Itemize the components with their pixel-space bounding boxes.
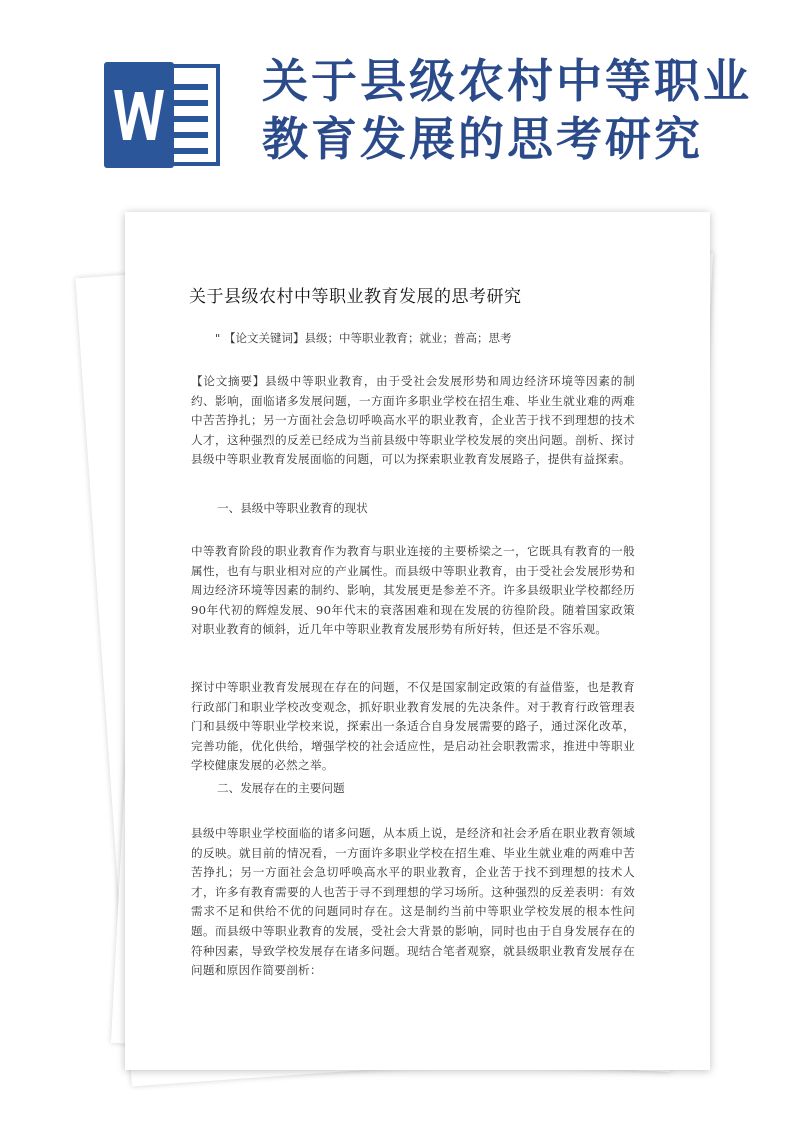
page-header — [0, 0, 800, 210]
body-paragraph-1: 中等教育阶段的职业教育作为教育与职业连接的主要桥梁之一，它既具有教育的一般属性，也有与职业相对应的产业属性。而县级中等职业教育，由于受社会发展形势和周边经济环境等因素的制约、影响，其发展更是参差不齐。许多县级职业学校都经历90年代初的辉煌发展、90年代末的衰落困难和现在发展的彷徨阶段。随着国家政策对职业教育的倾斜，近几年中等职业教育发展形势有所好转，但还是不容乐观。 — [191, 544, 635, 637]
body-paragraph-3: 县级中等职业学校面临的诸多问题，从本质上说，是经济和社会矛盾在职业教育领域的反映。就目前的情况看，一方面许多职业学校在招生难、毕业生就业难的两难中苦苦挣扎；另一方面社会急切呼唤高水平的职业教育，企业苦于找不到理想的技术人才，许多有教育需要的人也苦于寻不到理想的学习场所。这种强烈的反差表明：有效需求不足和供给不优的问题同时存在。这是制约当前中等职业学校发展的根本性问题。而县级中等职业教育的发展，受社会大背景的影响，同时也由于自身发展存在的符种因素，导致学校发展存在诸多问题。现结合笔者观察，就县级职业教育发展存在问题和原因作简要剖析： — [191, 826, 635, 978]
keywords-line: " 【论文关键词】县级；中等职业教育；就业；普高；思考 — [215, 331, 512, 345]
section-heading-2: 二、发展存在的主要问题 — [217, 781, 345, 795]
document-title: 关于县级农村中等职业教育发展的思考研究 — [189, 287, 522, 307]
abstract-paragraph: 【论文摘要】县级中等职业教育，由于受社会发展形势和周边经济环境等因素的制约、影响，面临诸多发展问题，一方面许多职业学校在招生难、毕业生就业难的两难中苦苦挣扎；另一方面社会急切呼唤高水平的职业教育，企业苦于找不到理想的技术人才，这种强烈的反差已经成为当前县级中等职业学校发展的突出问题。剖析、探讨县级中等职业教育发展面临的问题，可以为探索职业教育发展路子，提供有益探索。 — [191, 374, 635, 467]
page-title-line-2: 教育发展的思考研究 — [262, 112, 703, 166]
section-heading-1: 一、县级中等职业教育的现状 — [217, 501, 368, 515]
document-page — [125, 212, 710, 1070]
page-title-line-1: 关于县级农村中等职业 — [262, 54, 752, 108]
body-paragraph-2: 探讨中等职业教育发展现在存在的问题，不仅是国家制定政策的有益借鉴，也是教育行政部门和职业学校改变观念，抓好职业教育发展的先决条件。对于教育行政管理表门和县级中等职业学校来说，探索出一条适合自身发展需要的路子，通过深化改革，完善功能，优化供给，增强学校的社会适应性，是启动社会职教需求，推进中等职业学校健康发展的必然之举。 — [191, 680, 635, 773]
page-title — [262, 52, 782, 168]
word-document-icon — [104, 62, 222, 168]
